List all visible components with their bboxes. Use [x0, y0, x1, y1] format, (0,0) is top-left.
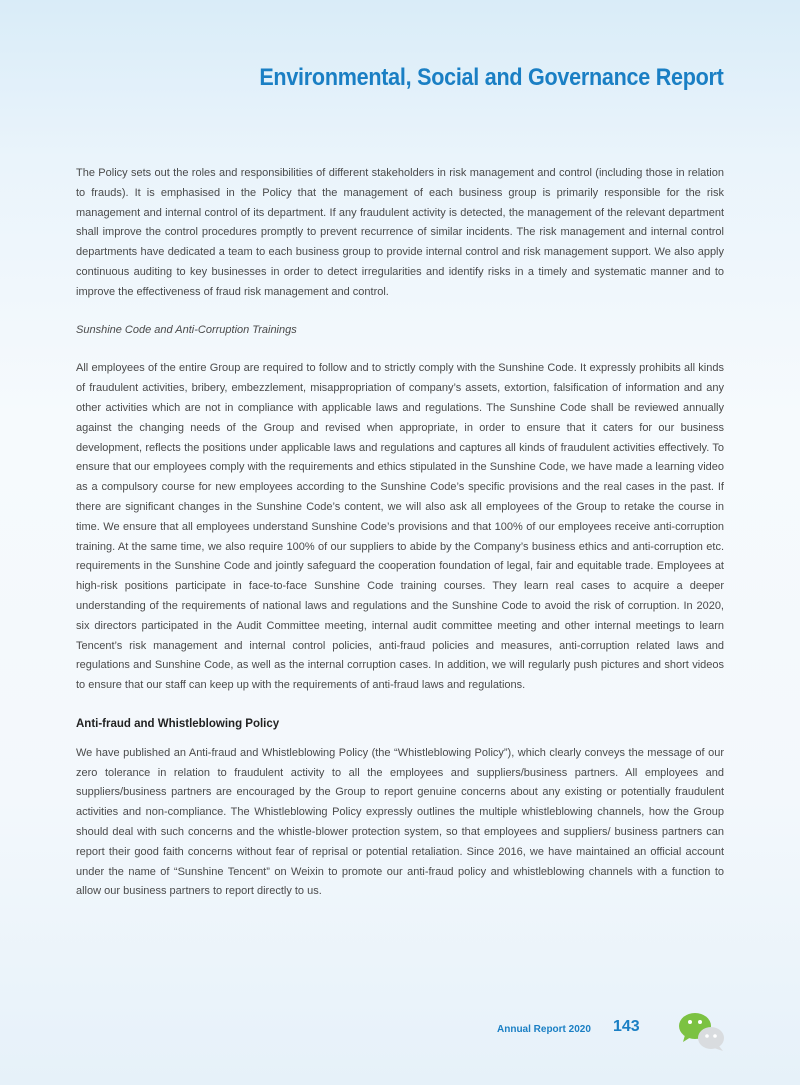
- wechat-logo-icon: [678, 1010, 726, 1052]
- paragraph-whistleblowing: We have published an Anti-fraud and Whistleblowing Policy (the “Whistleblowing Policy”), which clearly conveys the message of our zero tolerance in relation to fraudulent activity to all the employees and suppliers/business partners. All employees and suppliers/business partners are encouraged by the Group to report genuine concerns about any existing or potentially fraudulent activities and non-compliance. The Whistleblowing Policy expressly outlines the multiple whistleblowing channels, how the Group should deal with such concerns and the whistle-blower protection system, so that employees and suppliers/ business partners can report their good faith concerns without fear of reprisal or potential retaliation. Since 2016, we have maintained an official account under the name of “Sunshine Tencent” on Weixin to promote our anti-fraud policy and whistleblowing channels with a function to allow our business partners to report directly to us.: [76, 746, 724, 898]
- report-header-title: Environmental, Social and Governance Report: [259, 64, 724, 91]
- footer-report-label: Annual Report 2020: [497, 1024, 591, 1035]
- section-heading-whistleblowing: Anti-fraud and Whistleblowing Policy: [76, 717, 280, 730]
- footer-page-number: 143: [613, 1018, 640, 1035]
- paragraph-sunshine-code: All employees of the entire Group are required to follow and to strictly comply with the Sunshine Code. It expressly prohibits all kinds of fraudulent activities, bribery, embezzlement, misappropriation of company’s assets, extortion, falsification of information and any other activities which are not in compliance with applicable laws and regulations. The Sunshine Code shall be reviewed annually against the changing needs of the Group and revised when appropriate, in order to ensure that it caters for our business development, reflects the positions under applicable laws and regulations and captures all kinds of fraudulent activities effectively. To ensure that our employees comply with the requirements and ethics stipulated in the Sunshine Code, we have made a learning video as a compulsory course for new employees according to the Sunshine Code’s specific provisions and the real cases in the past. If there are significant changes in the Sunshine Code’s content, we will also ask all employees of the Group to retake the course in time. We ensure that all employees understand Sunshine Code’s provisions and that 100% of our employees receive anti-corruption training. At the same time, we also require 100% of our suppliers to abide by the Company’s business ethics and anti-corruption etc. requirements in the Sunshine Code and jointly safeguard the cooperation foundation of legal, fair and equitable trade. Employees at high-risk positions participate in face-to-face Sunshine Code training courses. They learn real cases to acquire a deeper understanding of the requirements of national laws and regulations and the Sunshine Code to avoid the risk of corruption. In 2020, six directors participated in the Audit Committee meeting, internal audit committee meeting and other internal meetings to learn Tencent’s risk management and internal control policies, anti-fraud policies and measures, anti-corruption related laws and regulations and Sunshine Code, as well as the internal corruption cases. In addition, we will regularly push pictures and short videos to ensure that our staff can keep up with the requirements of anti-fraud laws and regulations.: [76, 362, 724, 692]
- body-content: [76, 164, 724, 902]
- subheading-sunshine-code: Sunshine Code and Anti-Corruption Trainings: [76, 323, 297, 336]
- paragraph-policy-roles: The Policy sets out the roles and responsibilities of different stakeholders in risk management and control (including those in relation to frauds). It is emphasised in the Policy that the management of each business group is primarily responsible for the risk management and internal control of its department. If any fraudulent activity is detected, the management of the relevant department shall improve the control procedures promptly to prevent recurrence of similar incidents. The risk management and internal control departments have dedicated a team to each business group to provide internal control and risk management support. We also apply continuous auditing to key businesses in order to detect irregularities and identify risks in a timely and systematic manner and to improve the effectiveness of fraud risk management and control.: [76, 167, 724, 298]
